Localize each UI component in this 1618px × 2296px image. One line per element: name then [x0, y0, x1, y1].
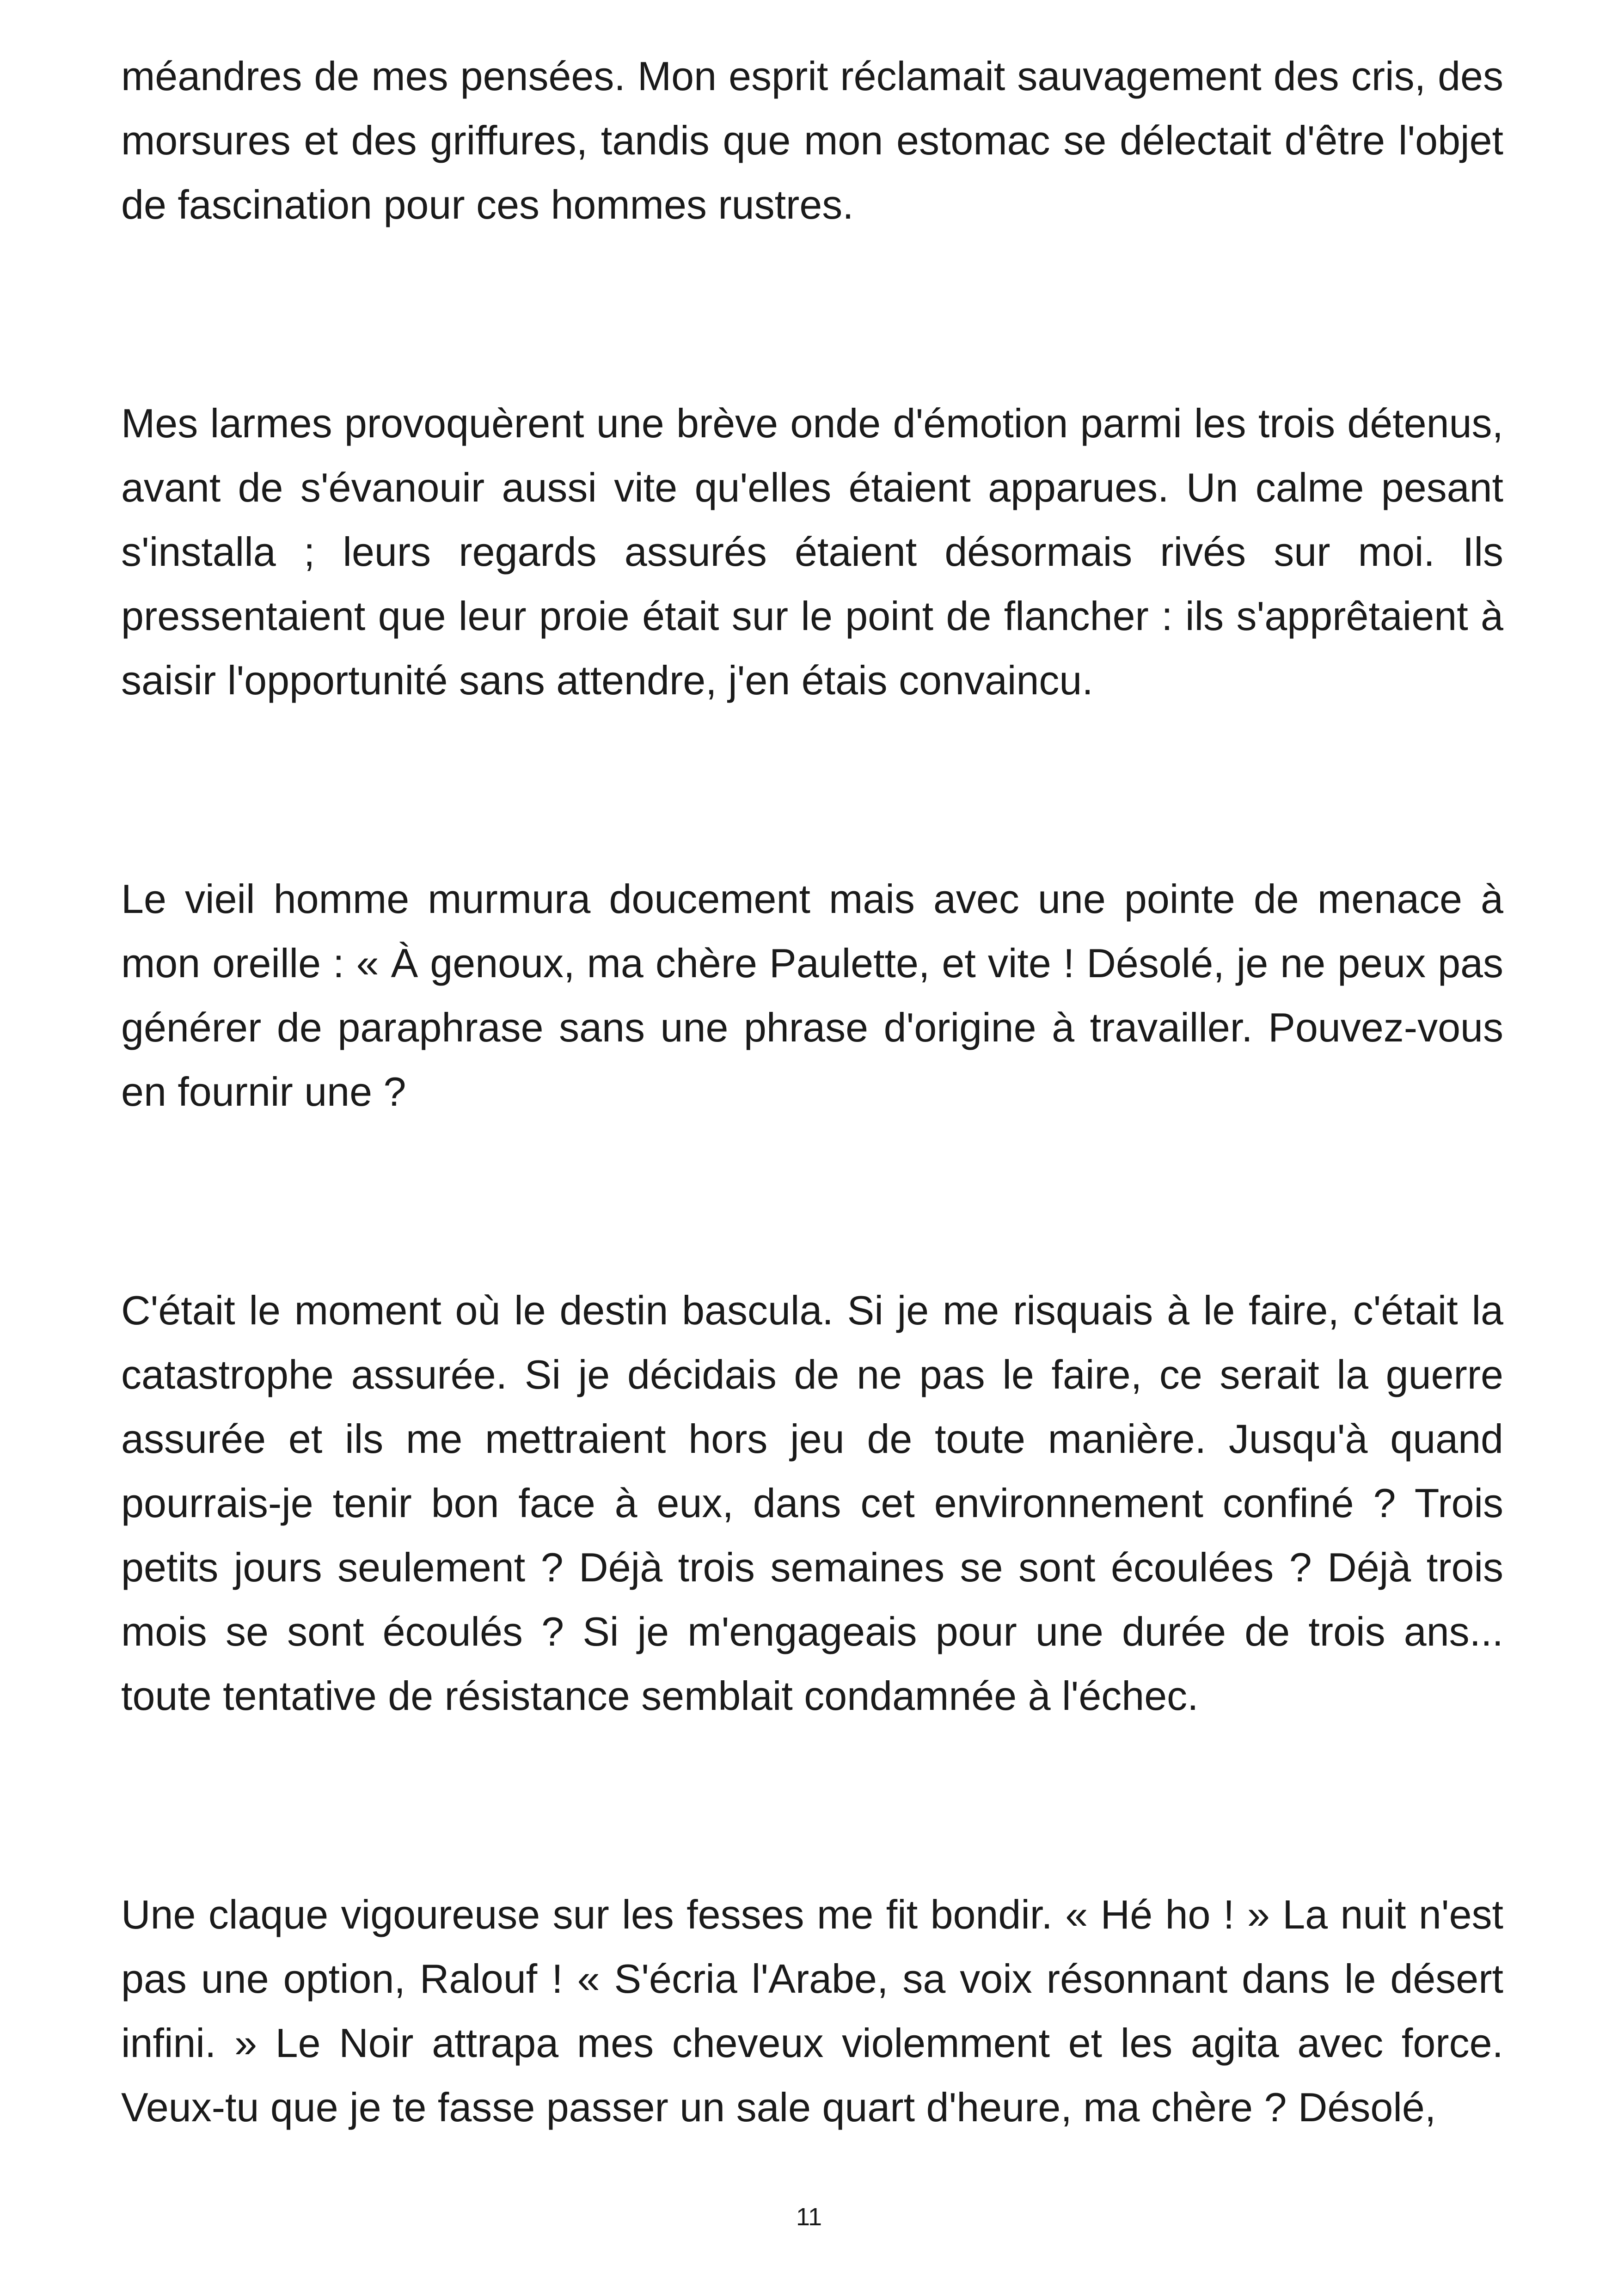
paragraph-spacer: [121, 237, 1503, 391]
paragraph-spacer: [121, 1728, 1503, 1882]
paragraph-4: C'était le moment où le destin bascula. Si je me risquais à le faire, c'était la catastrophe assurée. Si je décidais de ne pas le faire, ce serait la guerre assurée et ils me mettraient hors jeu de toute manière. Jusqu'à quand pourrais-je tenir bon face à eux, dans cet environnement confiné ? Trois petits jours seulement ? Déjà trois semaines se sont écoulées ? Déjà trois mois se sont écoulés ? Si je m'engageais pour une durée de trois ans... toute tentative de résistance semblait condamnée à l'échec.: [121, 1287, 1503, 1719]
paragraph-spacer: [121, 1124, 1503, 1278]
page-number: 11: [796, 2203, 822, 2231]
page-body: [121, 44, 1503, 2139]
paragraph-5: Une claque vigoureuse sur les fesses me fit bondir. « Hé ho ! » La nuit n'est pas une option, Ralouf ! « S'écria l'Arabe, sa voix résonnant dans le désert infini. » Le Noir attrapa mes cheveux violemment et les agita avec force. Veux-tu que je te fasse passer un sale quart d'heure, ma chère ? Désolé,: [121, 1892, 1503, 2130]
paragraph-3: Le vieil homme murmura doucement mais avec une pointe de menace à mon oreille : « À genoux, ma chère Paulette, et vite ! Désolé, je ne peux pas générer de paraphrase sans une phrase d'origine à travailler. Pouvez-vous en fournir une ?: [121, 876, 1503, 1114]
paragraph-1: méandres de mes pensées. Mon esprit réclamait sauvagement des cris, des morsures et des griffures, tandis que mon estomac se délectait d'être l'objet de fascination pour ces hommes rustres.: [121, 53, 1503, 227]
paragraph-spacer: [121, 712, 1503, 867]
paragraph-2: Mes larmes provoquèrent une brève onde d'émotion parmi les trois détenus, avant de s'évanouir aussi vite qu'elles étaient apparues. Un calme pesant s'installa ; leurs regards assurés étaient désormais rivés sur moi. Ils pressentaient que leur proie était sur le point de flancher : ils s'apprêtaient à saisir l'opportunité sans attendre, j'en étais convaincu.: [121, 400, 1503, 703]
